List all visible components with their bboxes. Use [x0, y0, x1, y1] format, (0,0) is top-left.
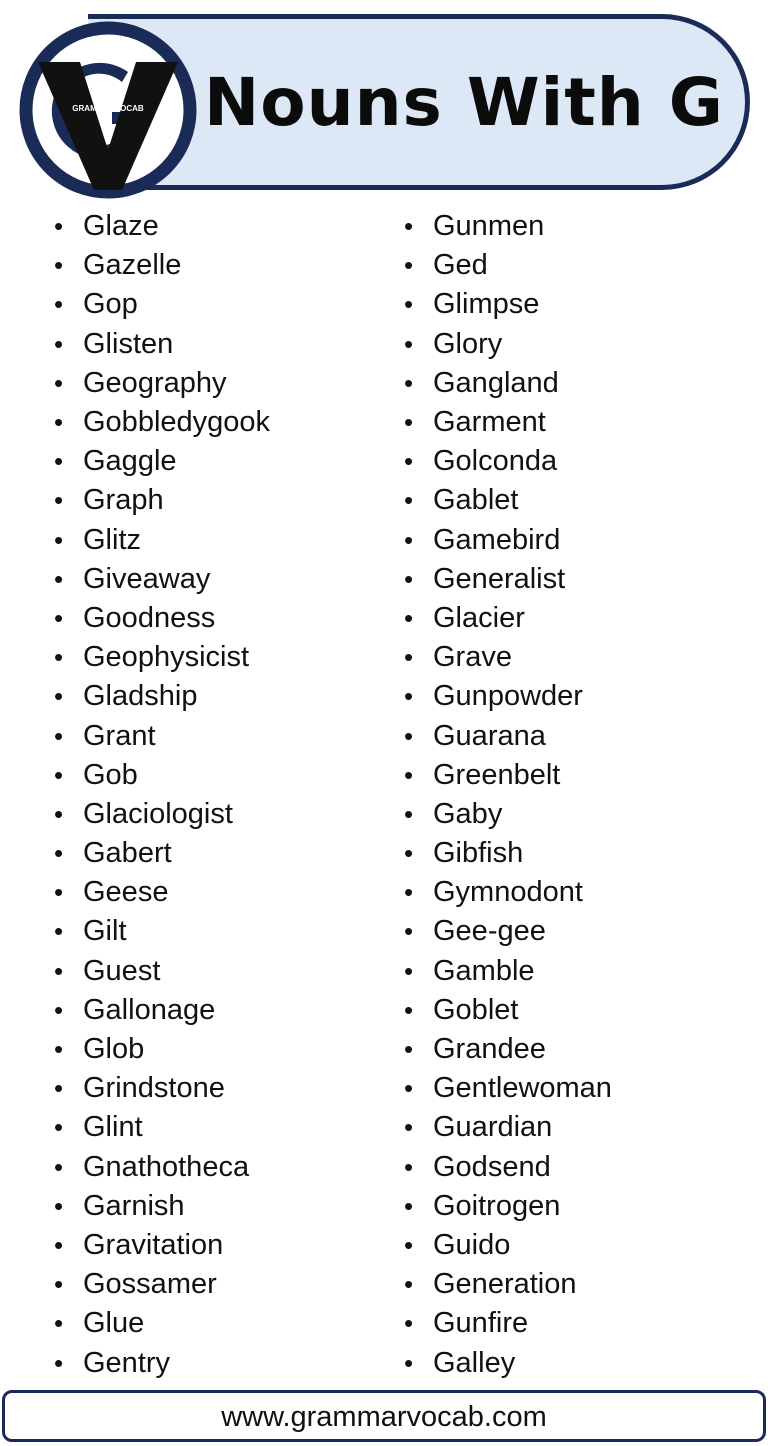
- list-item: [404, 246, 754, 285]
- list-item-label: Gamebird: [433, 523, 561, 556]
- bullet-icon: •: [54, 1308, 64, 1339]
- bullet-icon: •: [404, 407, 414, 438]
- list-item: [404, 677, 754, 716]
- list-item: [404, 1226, 754, 1265]
- list-item: [54, 1108, 384, 1147]
- list-item: [404, 403, 754, 442]
- bullet-icon: •: [54, 563, 64, 594]
- list-item-label: Galley: [433, 1346, 516, 1379]
- list-item: [404, 834, 754, 873]
- list-item: [404, 599, 754, 638]
- bullet-icon: •: [404, 367, 414, 398]
- list-item-label: Gop: [83, 288, 138, 321]
- list-item: [404, 1343, 754, 1382]
- bullet-icon: •: [404, 1269, 414, 1300]
- list-item-label: Golconda: [433, 445, 558, 478]
- list-item-label: Gymnodont: [433, 876, 583, 909]
- list-item: [404, 560, 754, 599]
- list-item: [404, 1265, 754, 1304]
- list-item-label: Glacier: [433, 601, 525, 634]
- bullet-icon: •: [54, 1112, 64, 1143]
- bullet-icon: •: [54, 759, 64, 790]
- list-item: [54, 716, 384, 755]
- list-item: [404, 873, 754, 912]
- list-item: [54, 1343, 384, 1382]
- list-item-label: Generation: [433, 1268, 577, 1301]
- list-item-label: Gazelle: [83, 249, 182, 282]
- bullet-icon: •: [404, 759, 414, 790]
- bullet-icon: •: [54, 524, 64, 555]
- list-item-label: Grant: [83, 719, 156, 752]
- list-item-label: Gunfire: [433, 1307, 529, 1340]
- list-item-label: Gobbledygook: [83, 406, 271, 439]
- list-item: [54, 285, 384, 324]
- list-item: [54, 1030, 384, 1069]
- list-item: [54, 991, 384, 1030]
- list-item-label: Gnathotheca: [83, 1150, 250, 1183]
- bullet-icon: •: [404, 1190, 414, 1221]
- bullet-icon: •: [404, 955, 414, 986]
- bullet-icon: •: [404, 642, 414, 673]
- bullet-icon: •: [404, 994, 414, 1025]
- bullet-icon: •: [54, 289, 64, 320]
- list-item-label: Gilt: [83, 915, 127, 948]
- list-item-label: Guardian: [433, 1111, 553, 1144]
- list-item-label: Graph: [83, 484, 164, 517]
- list-item: [54, 1187, 384, 1226]
- list-item-label: Grandee: [433, 1033, 546, 1066]
- word-list-left: [54, 207, 384, 1383]
- bullet-icon: •: [54, 250, 64, 281]
- bullet-icon: •: [404, 1112, 414, 1143]
- list-item-label: Guido: [433, 1228, 511, 1261]
- bullet-icon: •: [54, 994, 64, 1025]
- bullet-icon: •: [54, 955, 64, 986]
- word-list-right: [404, 207, 754, 1383]
- bullet-icon: •: [404, 485, 414, 516]
- list-item: [404, 912, 754, 951]
- list-item: [54, 207, 384, 246]
- list-item: [404, 207, 754, 246]
- bullet-icon: •: [54, 1347, 64, 1378]
- list-item-label: Gravitation: [83, 1228, 224, 1261]
- list-item: [404, 1069, 754, 1108]
- list-item: [54, 364, 384, 403]
- list-item-label: Goblet: [433, 993, 519, 1026]
- list-item: [54, 442, 384, 481]
- list-item-label: Gamble: [433, 954, 535, 987]
- bullet-icon: •: [404, 1347, 414, 1378]
- list-item: [54, 638, 384, 677]
- bullet-icon: •: [54, 1073, 64, 1104]
- list-item: [54, 677, 384, 716]
- list-item: [404, 285, 754, 324]
- list-item: [54, 560, 384, 599]
- bullet-icon: •: [54, 602, 64, 633]
- bullet-icon: •: [404, 1229, 414, 1260]
- bullet-icon: •: [54, 916, 64, 947]
- bullet-icon: •: [404, 877, 414, 908]
- list-item: [54, 403, 384, 442]
- bullet-icon: •: [54, 328, 64, 359]
- list-item: [404, 756, 754, 795]
- list-item-label: Greenbelt: [433, 758, 561, 791]
- list-item: [54, 795, 384, 834]
- bullet-icon: •: [54, 1269, 64, 1300]
- bullet-icon: •: [404, 211, 414, 242]
- list-item-label: Godsend: [433, 1150, 551, 1183]
- bullet-icon: •: [54, 446, 64, 477]
- grammarvocab-logo: [18, 20, 198, 200]
- list-item-label: Garnish: [83, 1189, 185, 1222]
- bullet-icon: •: [404, 289, 414, 320]
- bullet-icon: •: [54, 1034, 64, 1065]
- list-item: [54, 756, 384, 795]
- bullet-icon: •: [54, 798, 64, 829]
- list-item-label: Gaggle: [83, 445, 177, 478]
- list-item: [404, 638, 754, 677]
- bullet-icon: •: [54, 485, 64, 516]
- list-item-label: Gentlewoman: [433, 1072, 612, 1105]
- list-item-label: Glory: [433, 327, 503, 360]
- bullet-icon: •: [54, 211, 64, 242]
- bullet-icon: •: [404, 681, 414, 712]
- footer-url[interactable]: www.grammarvocab.com: [221, 1401, 547, 1433]
- list-item-label: Generalist: [433, 562, 566, 595]
- logo-text: GRAMMARVOCAB: [72, 104, 144, 113]
- list-item: [54, 912, 384, 951]
- bullet-icon: •: [404, 563, 414, 594]
- bullet-icon: •: [54, 681, 64, 712]
- page-title: Nouns With G: [204, 64, 724, 141]
- list-item: [404, 1030, 754, 1069]
- list-item-label: Gladship: [83, 680, 198, 713]
- list-item-label: Gunpowder: [433, 680, 583, 713]
- list-item-label: Gablet: [433, 484, 519, 517]
- list-item-label: Gabert: [83, 837, 172, 870]
- bullet-icon: •: [54, 1190, 64, 1221]
- list-item-label: Gee-gee: [433, 915, 546, 948]
- list-item-label: Gentry: [83, 1346, 171, 1379]
- list-item: [404, 1148, 754, 1187]
- list-item: [404, 481, 754, 520]
- bullet-icon: •: [404, 1034, 414, 1065]
- list-item: [54, 325, 384, 364]
- bullet-icon: •: [404, 250, 414, 281]
- list-item: [404, 325, 754, 364]
- list-item-label: Gunmen: [433, 210, 545, 243]
- list-item: [404, 716, 754, 755]
- list-item-label: Gossamer: [83, 1268, 217, 1301]
- bullet-icon: •: [54, 1151, 64, 1182]
- bullet-icon: •: [404, 446, 414, 477]
- bullet-icon: •: [404, 798, 414, 829]
- list-item: [54, 952, 384, 991]
- list-item: [54, 834, 384, 873]
- list-item: [404, 1304, 754, 1343]
- list-item-label: Glaze: [83, 210, 159, 243]
- list-item: [404, 1187, 754, 1226]
- list-item: [404, 952, 754, 991]
- list-item-label: Glitz: [83, 523, 141, 556]
- list-item-label: Gob: [83, 758, 138, 791]
- list-item-label: Guest: [83, 954, 161, 987]
- list-item-label: Glimpse: [433, 288, 540, 321]
- list-item: [54, 599, 384, 638]
- list-item: [54, 1148, 384, 1187]
- bullet-icon: •: [404, 1308, 414, 1339]
- list-item-label: Giveaway: [83, 562, 211, 595]
- list-item: [54, 481, 384, 520]
- list-item-label: Glint: [83, 1111, 143, 1144]
- list-item: [54, 1304, 384, 1343]
- bullet-icon: •: [54, 1229, 64, 1260]
- list-item: [54, 1069, 384, 1108]
- list-item-label: Glisten: [83, 327, 174, 360]
- list-item: [54, 1265, 384, 1304]
- list-item-label: Geese: [83, 876, 169, 909]
- list-item-label: Glue: [83, 1307, 145, 1340]
- bullet-icon: •: [54, 838, 64, 869]
- list-item-label: Ged: [433, 249, 488, 282]
- list-item: [404, 364, 754, 403]
- list-item: [404, 991, 754, 1030]
- bullet-icon: •: [404, 1073, 414, 1104]
- list-item-label: Grindstone: [83, 1072, 225, 1105]
- list-item-label: Gangland: [433, 366, 559, 399]
- list-item: [404, 1108, 754, 1147]
- list-item-label: Guarana: [433, 719, 546, 752]
- bullet-icon: •: [54, 642, 64, 673]
- list-item-label: Glob: [83, 1033, 145, 1066]
- list-item-label: Geography: [83, 366, 227, 399]
- bullet-icon: •: [54, 367, 64, 398]
- list-item: [404, 521, 754, 560]
- bullet-icon: •: [404, 838, 414, 869]
- bullet-icon: •: [54, 720, 64, 751]
- list-item: [54, 521, 384, 560]
- bullet-icon: •: [54, 877, 64, 908]
- bullet-icon: •: [54, 407, 64, 438]
- list-item-label: Gibfish: [433, 837, 524, 870]
- bullet-icon: •: [404, 328, 414, 359]
- bullet-icon: •: [404, 916, 414, 947]
- list-item-label: Grave: [433, 641, 512, 674]
- list-item-label: Gallonage: [83, 993, 216, 1026]
- list-item-label: Gaby: [433, 797, 503, 830]
- bullet-icon: •: [404, 602, 414, 633]
- list-item-label: Goodness: [83, 601, 216, 634]
- list-item-label: Geophysicist: [83, 641, 250, 674]
- list-item: [54, 873, 384, 912]
- list-item-label: Glaciologist: [83, 797, 233, 830]
- bullet-icon: •: [404, 720, 414, 751]
- list-item-label: Goitrogen: [433, 1189, 561, 1222]
- list-item: [54, 1226, 384, 1265]
- bullet-icon: •: [404, 1151, 414, 1182]
- list-item: [404, 795, 754, 834]
- list-item-label: Garment: [433, 406, 546, 439]
- bullet-icon: •: [404, 524, 414, 555]
- list-item: [54, 246, 384, 285]
- list-item: [404, 442, 754, 481]
